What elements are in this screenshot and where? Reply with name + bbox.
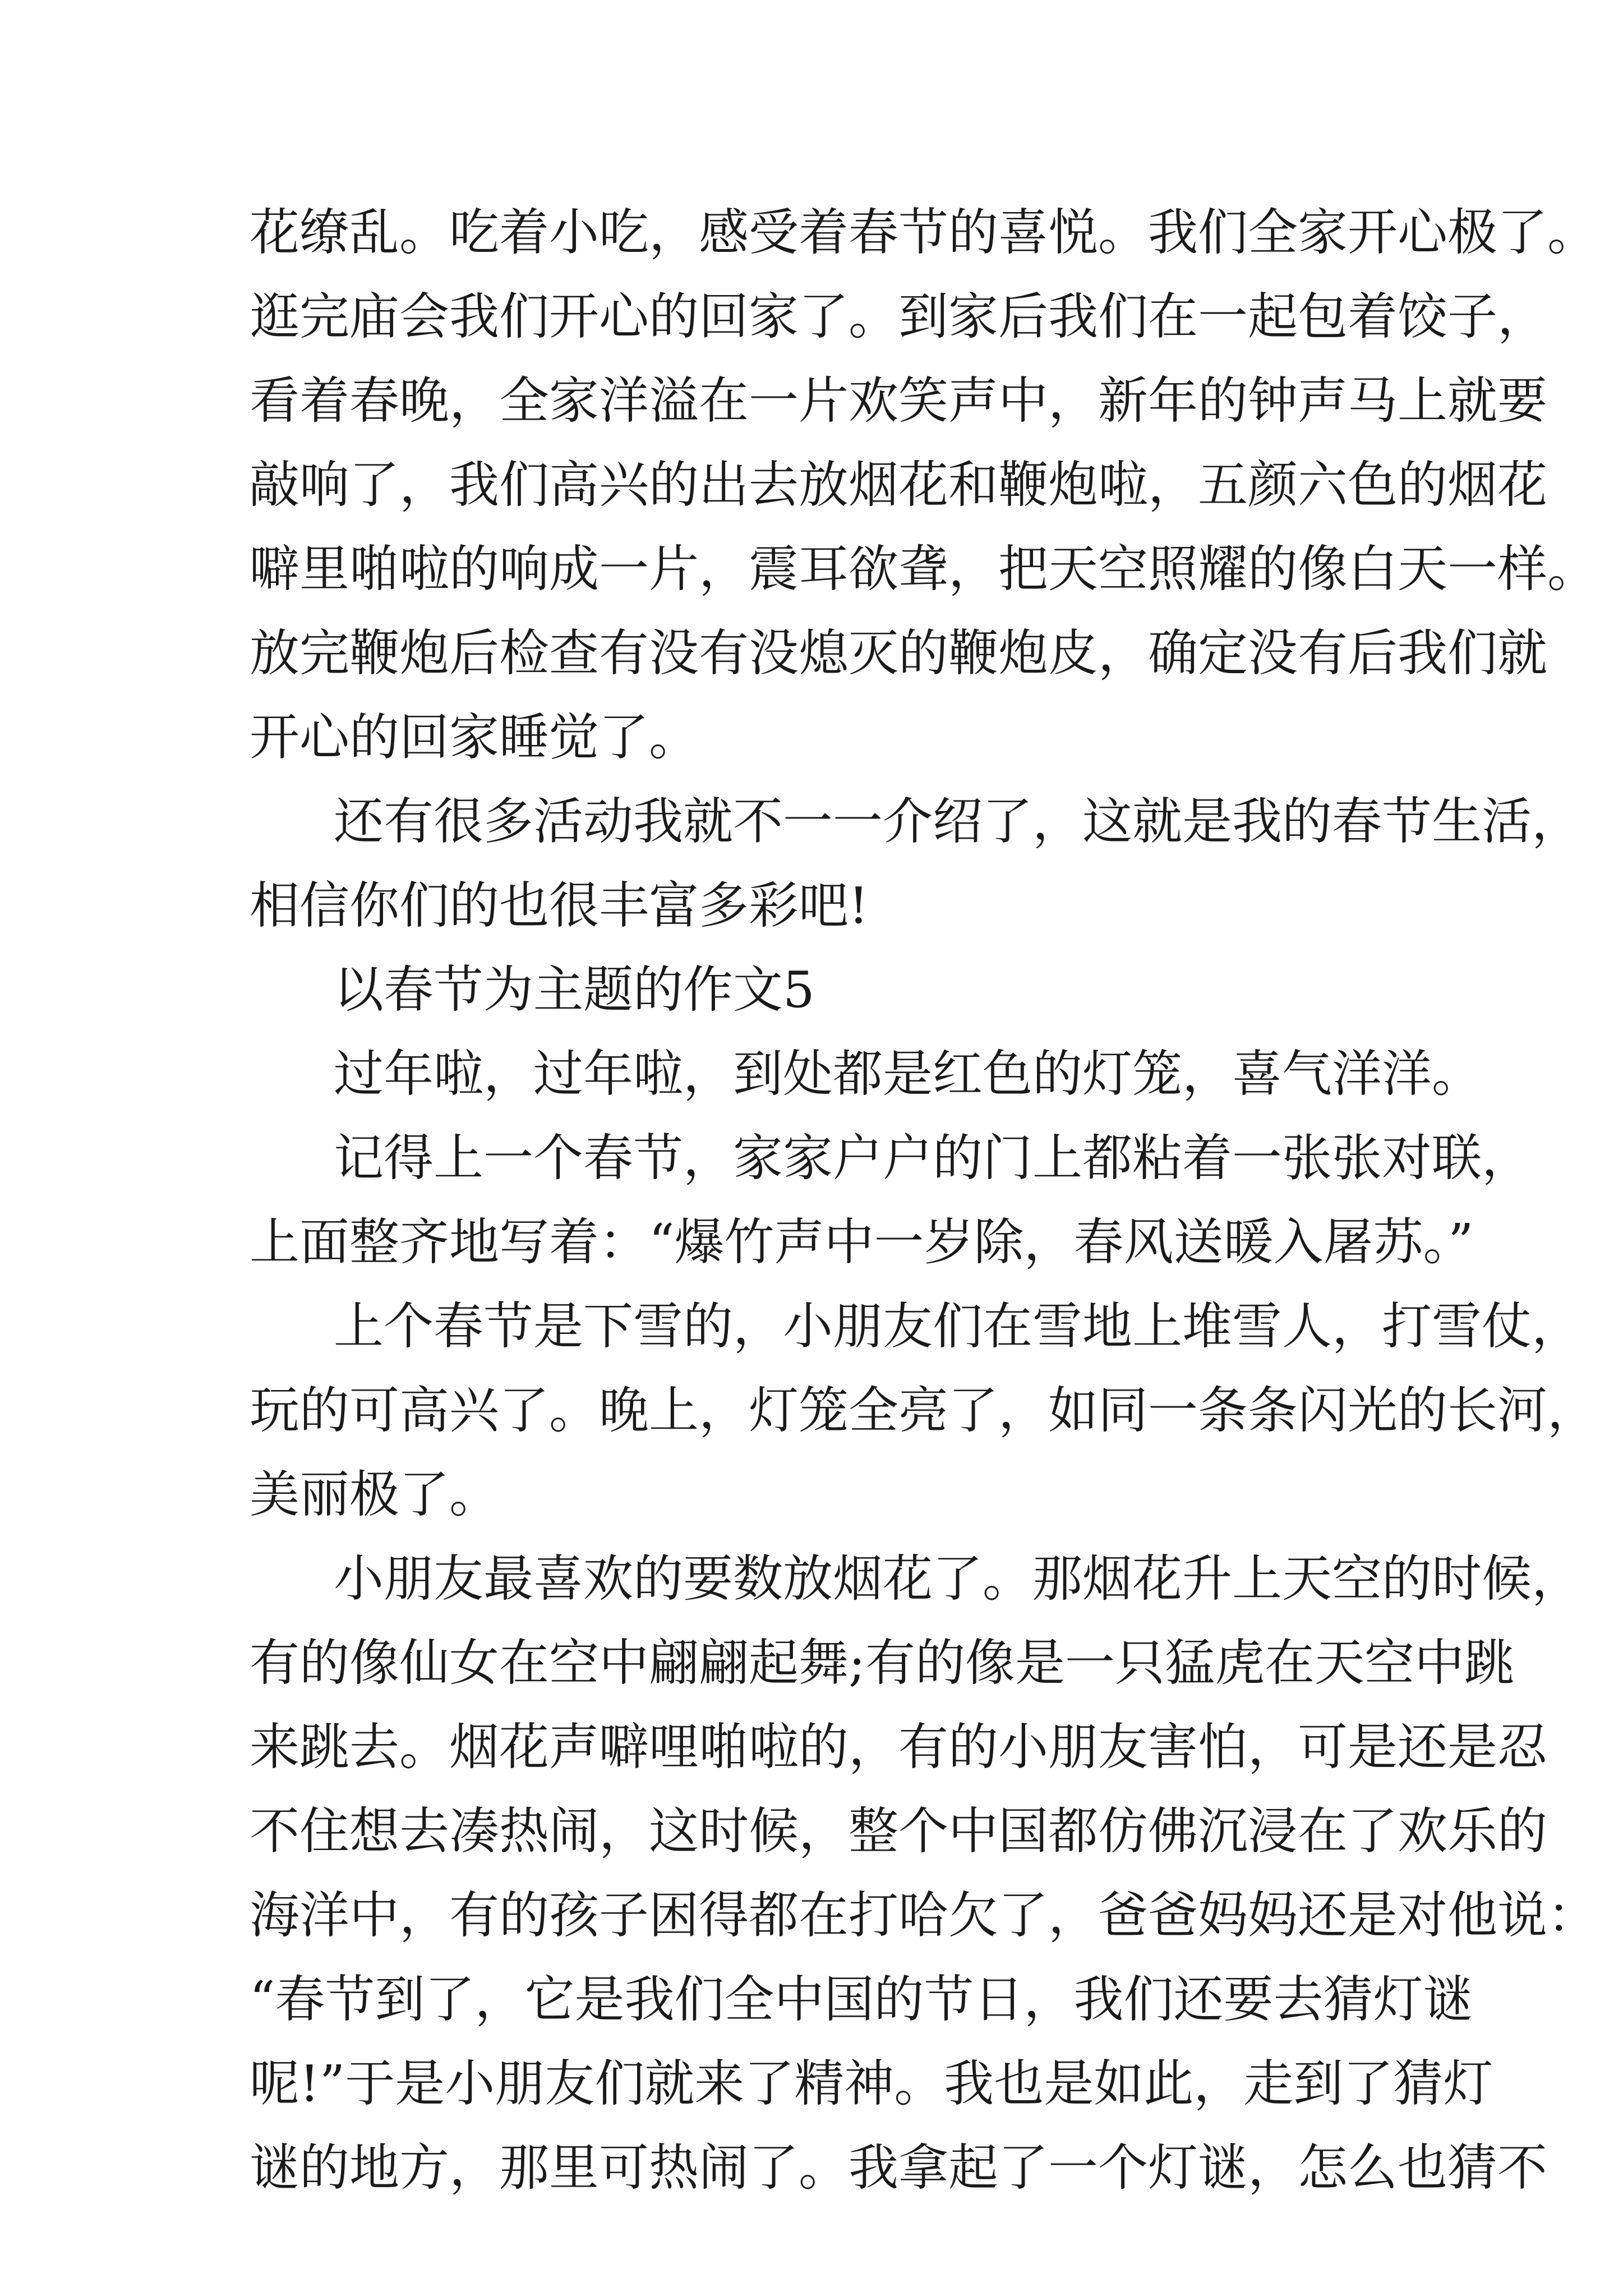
paragraph-first-line: 过年啦，过年啦，到处都是红色的灯笼，喜气洋洋。 <box>334 1045 1482 1103</box>
text-line: 开心的回家睡觉了。 <box>250 708 699 766</box>
paragraph-first-line: 小朋友最喜欢的要数放烟花了。那烟花升上天空的时候， <box>334 1549 1581 1608</box>
text-line: 谜的地方，那里可热闹了。我拿起了一个灯谜，怎么也猜不 <box>250 2138 1547 2197</box>
text-line: 玩的可高兴了。晚上，灯笼全亮了，如同一条条闪光的长河， <box>250 1381 1597 1439</box>
text-line: 海洋中，有的孩子困得都在打哈欠了，爸爸妈妈还是对他说： <box>250 1886 1597 1944</box>
text-line: 美丽极了。 <box>250 1465 499 1524</box>
text-line: 看着春晚，全家洋溢在一片欢笑声中，新年的钟声马上就要 <box>250 371 1547 430</box>
text-line: 相信你们的也很丰富多彩吧! <box>250 876 869 935</box>
paragraph-first-line: 记得上一个春节，家家户户的门上都粘着一张张对联， <box>334 1129 1532 1187</box>
paragraph-first-line: 还有很多活动我就不一一介绍了，这就是我的春节生活， <box>334 792 1581 850</box>
text-line: 敲响了，我们高兴的出去放烟花和鞭炮啦，五颜六色的烟花 <box>250 455 1547 514</box>
text-line: 不住想去凑热闹，这时候，整个中国都仿佛沉浸在了欢乐的 <box>250 1802 1547 1860</box>
text-line: 来跳去。烟花声噼哩啪啦的，有的小朋友害怕，可是还是忍 <box>250 1718 1547 1776</box>
text-line: 上面整齐地写着：“爆竹声中一岁除，春风送暖入屠苏。” <box>250 1213 1474 1271</box>
text-line: “春节到了，它是我们全中国的节日，我们还要去猜灯谜 <box>250 1970 1473 2028</box>
paragraph-first-line: 上个春节是下雪的，小朋友们在雪地上堆雪人，打雪仗， <box>334 1297 1581 1355</box>
text-line: 放完鞭炮后检查有没有没熄灭的鞭炮皮，确定没有后我们就 <box>250 624 1547 682</box>
text-line: 逛完庙会我们开心的回家了。到家后我们在一起包着饺子， <box>250 287 1547 346</box>
text-line: 花缭乱。吃着小吃，感受着春节的喜悦。我们全家开心极了。 <box>250 203 1597 261</box>
text-line: 呢!”于是小朋友们就来了精神。我也是如此，走到了猜灯 <box>250 2054 1493 2113</box>
section-heading: 以春节为主题的作文5 <box>334 960 815 1019</box>
text-line: 噼里啪啦的响成一片，震耳欲聋，把天空照耀的像白天一样。 <box>250 540 1597 598</box>
text-line: 有的像仙女在空中翩翩起舞;有的像是一只猛虎在天空中跳 <box>250 1634 1514 1692</box>
